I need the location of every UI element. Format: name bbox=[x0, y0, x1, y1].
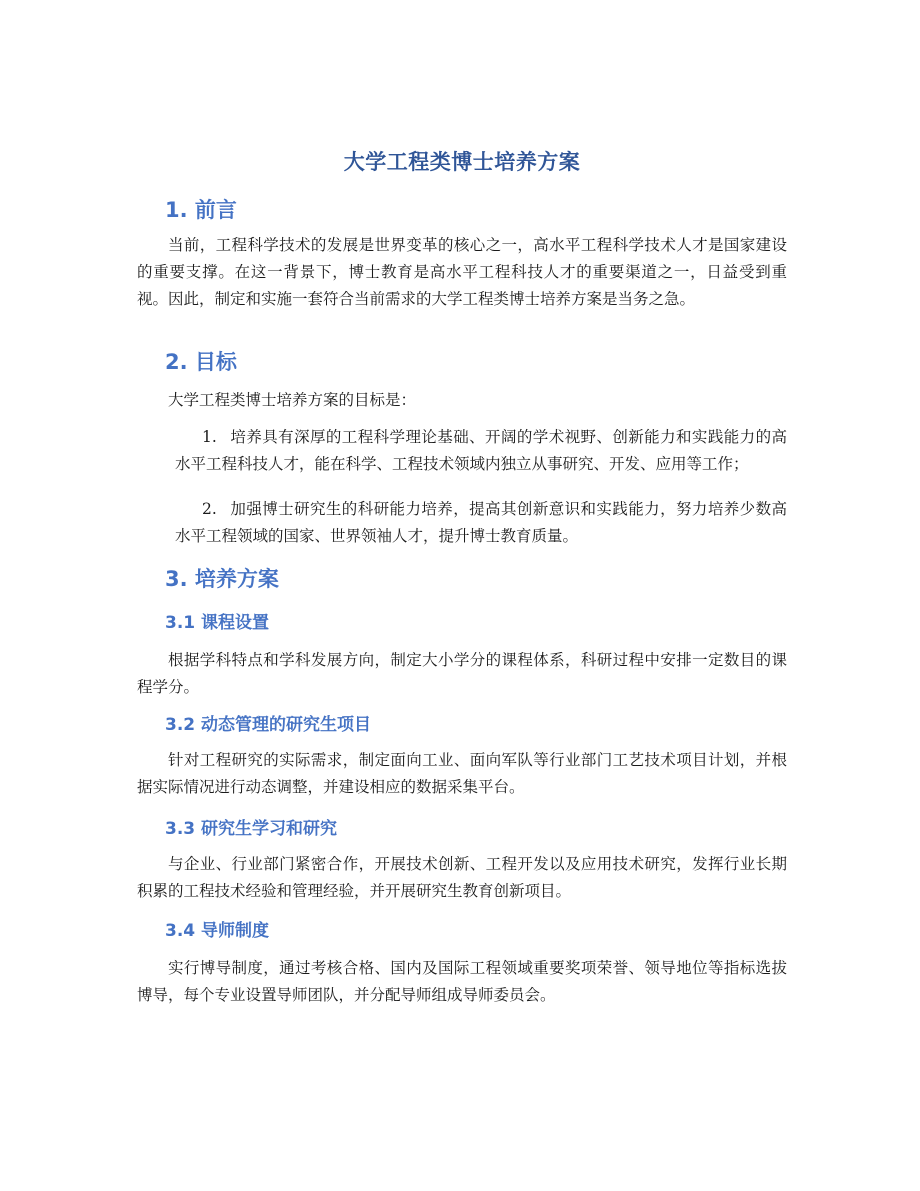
subsection-heading-study-research: 3.3 研究生学习和研究 bbox=[165, 819, 338, 839]
goals-list-item bbox=[175, 496, 787, 550]
document-title: 大学工程类博士培养方案 bbox=[343, 149, 581, 174]
list-item-text: 加强博士研究生的科研能力培养，提高其创新意识和实践能力，努力培养少数高水平工程领域的国家、世界领袖人才，提升博士教育质量。 bbox=[175, 500, 787, 545]
courses-paragraph: 根据学科特点和学科发展方向，制定大小学分的课程体系，科研过程中安排一定数目的课程学分。 bbox=[137, 651, 787, 696]
supervisors-paragraph: 实行博导制度，通过考核合格、国内及国际工程领域重要奖项荣誉、领导地位等指标选拔博导，每个专业设置导师团队，并分配导师组成导师委员会。 bbox=[137, 959, 787, 1004]
list-item-text: 培养具有深厚的工程科学理论基础、开阔的学术视野、创新能力和实践能力的高水平工程科技人才，能在科学、工程技术领域内独立从事研究、开发、应用等工作； bbox=[175, 428, 787, 473]
preface-paragraph: 当前，工程科学技术的发展是世界变革的核心之一，高水平工程科学技术人才是国家建设的重要支撑。在这一背景下，博士教育是高水平工程科技人才的重要渠道之一，日益受到重视。因此，制定和实施一套符合当前需求的大学工程类博士培养方案是当务之急。 bbox=[137, 236, 787, 308]
list-number: 1. bbox=[202, 428, 217, 446]
subsection-heading-courses: 3.1 课程设置 bbox=[165, 613, 270, 633]
study-research-paragraph: 与企业、行业部门紧密合作，开展技术创新、工程开发以及应用技术研究，发挥行业长期积累的工程技术经验和管理经验，并开展研究生教育创新项目。 bbox=[137, 855, 787, 900]
projects-paragraph: 针对工程研究的实际需求，制定面向工业、面向军队等行业部门工艺技术项目计划，并根据实际情况进行动态调整，并建设相应的数据采集平台。 bbox=[137, 751, 787, 796]
goals-intro: 大学工程类博士培养方案的目标是： bbox=[168, 391, 417, 409]
section-heading-preface: 1. 前言 bbox=[165, 198, 237, 222]
subsection-heading-projects: 3.2 动态管理的研究生项目 bbox=[165, 715, 372, 735]
goals-list-item bbox=[175, 424, 787, 478]
section-heading-training-plan: 3. 培养方案 bbox=[165, 567, 279, 591]
subsection-heading-supervisors: 3.4 导师制度 bbox=[165, 921, 270, 941]
list-number: 2. bbox=[202, 500, 217, 518]
section-heading-goals: 2. 目标 bbox=[165, 350, 237, 374]
